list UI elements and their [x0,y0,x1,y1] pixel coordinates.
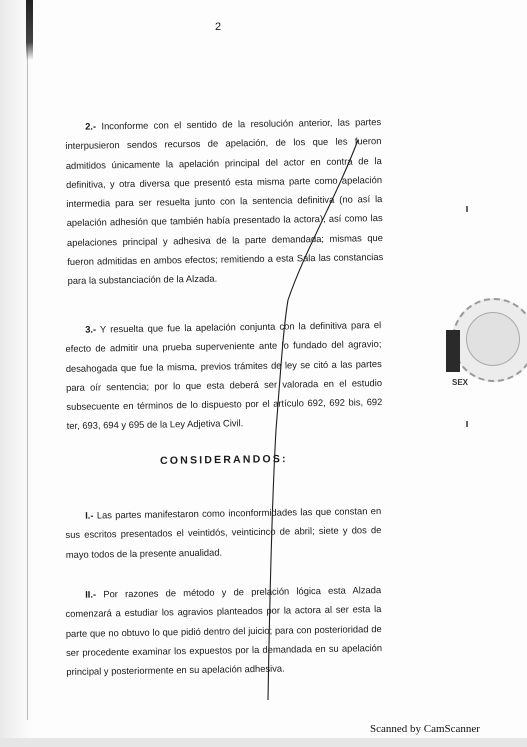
paragraph-number: 3.- [85,323,97,335]
stamp-text: SEX [452,378,469,387]
scan-bottom-band [0,738,527,747]
paragraph-text: Y resuelta que fue la apelación conjunta con la definitiva para el efecto de admitir una prueba superveniente ante lo fundado del agravio; desahogada que fue la misma, previos trámites de ley se citó a las partes para oír sentencia; por lo que esta deberá ser valorada en el estudio subsecuente en términos de lo dispuesto por el artículo 692, 692 bis, 692 ter, 693, 694 y 695 de la Ley Adjetiva Civil. [65,319,383,432]
scanner-watermark: Scanned by CamScanner [370,723,480,735]
page-number: 2 [215,21,222,33]
scan-speck [466,421,468,427]
paragraph-text: Por razones de método y de prelación lógica esta Alzada comenzará a estudiar los agravios planteados por la actora al ser esta la parte que no obtuvo lo que pidió dentro del juicio; para con posterioridad de ser procedente examinar los expuestos por la demandada en su apelación principal y posteriormente en su apelación adhesiva. [65,584,383,678]
paragraph-text: Inconforme con el sentido de la resolución anterior, las partes interpusieron sendos recursos de apelación, de los que les fueron admitidos únicamente la apelación principal del actor en contra de la definitiva, y otra diversa que presentó esta misma parte como apelación intermedia para ser resuelta junto con la sentencia definitiva (no así la apelación adhesión que también había presentado la actora), así como las apelaciones principal y adhesiva de la parte demandada; mismas que fueron admitidas en ambos efectos; remitiendo a esta Sala las constancias para la substanciación de la Alzada. [65,116,384,287]
paragraph-number: I.- [85,509,94,521]
paragraph-3 [65,315,383,436]
official-seal-icon [452,298,527,382]
paragraph-number: 2.- [85,120,97,132]
paragraph-i [65,501,382,564]
section-heading: CONSIDERANDOS: [160,452,288,467]
stamp-ink-mark [446,330,460,372]
paragraph-2 [65,112,384,291]
paragraph-ii [65,580,382,681]
paragraph-number: II.- [85,588,97,600]
binding-edge-shadow [0,0,34,747]
paragraph-text: Las partes manifestaron como inconformidades las que constan en sus escritos presentados el veintidós, veinticinco de abril; siete y dos de mayo todos de la presente anualidad. [65,505,382,560]
scan-speck [466,206,468,212]
page-margin-line [27,40,28,720]
